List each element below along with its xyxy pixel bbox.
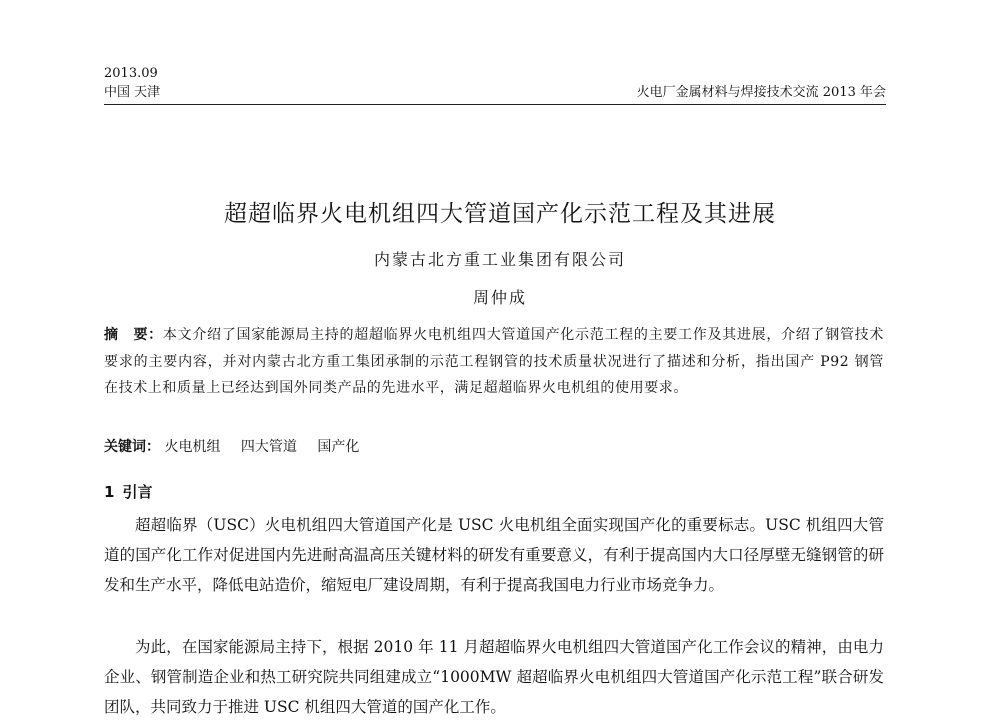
- keywords: [104, 436, 884, 458]
- keyword-item: 四大管道: [240, 439, 297, 455]
- header-left: [104, 64, 160, 102]
- header-location: 中国 天津: [104, 85, 161, 100]
- abstract: [104, 322, 884, 402]
- body-paragraph-2: 为此，在国家能源局主持下，根据 2010 年 11 月超超临界火电机组四大管道国产化工作会议的精神，由电力企业、钢管制造企业和热工研究院共同组建成立“1000MW 超超临界火电机组四大管道国产化示范工程”联合研发团队，共同致力于推进 USC 机组四大管道的国产化工作。: [104, 638, 884, 716]
- header-date: 2013.09: [104, 66, 158, 81]
- keywords-label: 关键词：: [104, 439, 160, 455]
- body-paragraph-1: 超超临界（USC）火电机组四大管道国产化是 USC 火电机组全面实现国产化的重要标志。USC 机组四大管道的国产化工作对促进国内先进耐高温高压关键材料的研发有重要意义，有利于提高国内大口径厚壁无缝钢管的研发和生产水平，降低电站造价，缩短电厂建设周期，有利于提高我国电力行业市场竞争力。: [104, 516, 884, 594]
- abstract-text: 本文介绍了国家能源局主持的超超临界火电机组四大管道国产化示范工程的主要工作及其进展，介绍了钢管技术要求的主要内容，并对内蒙古北方重工集团承制的示范工程钢管的技术质量状况进行了描述和分析，指出国产 P92 钢管在技术上和质量上已经达到国外同类产品的先进水平，满足超超临界火电机组的使用要求。: [104, 327, 884, 396]
- section-heading: [104, 481, 152, 503]
- author-affiliation: 内蒙古北方重工业集团有限公司: [373, 250, 626, 269]
- header-conference: 火电厂金属材料与焊接技术交流 2013 年会: [636, 85, 886, 100]
- section-number: 1: [104, 483, 115, 501]
- abstract-label: 摘 要：: [104, 327, 163, 343]
- author-name: 周仲成: [472, 288, 527, 307]
- paper-title: 超超临界火电机组四大管道国产化示范工程及其进展: [224, 201, 776, 227]
- keyword-item: 国产化: [317, 439, 360, 455]
- section-title: 引言: [122, 483, 153, 501]
- keyword-item: 火电机组: [164, 439, 221, 455]
- header-divider: [104, 104, 886, 105]
